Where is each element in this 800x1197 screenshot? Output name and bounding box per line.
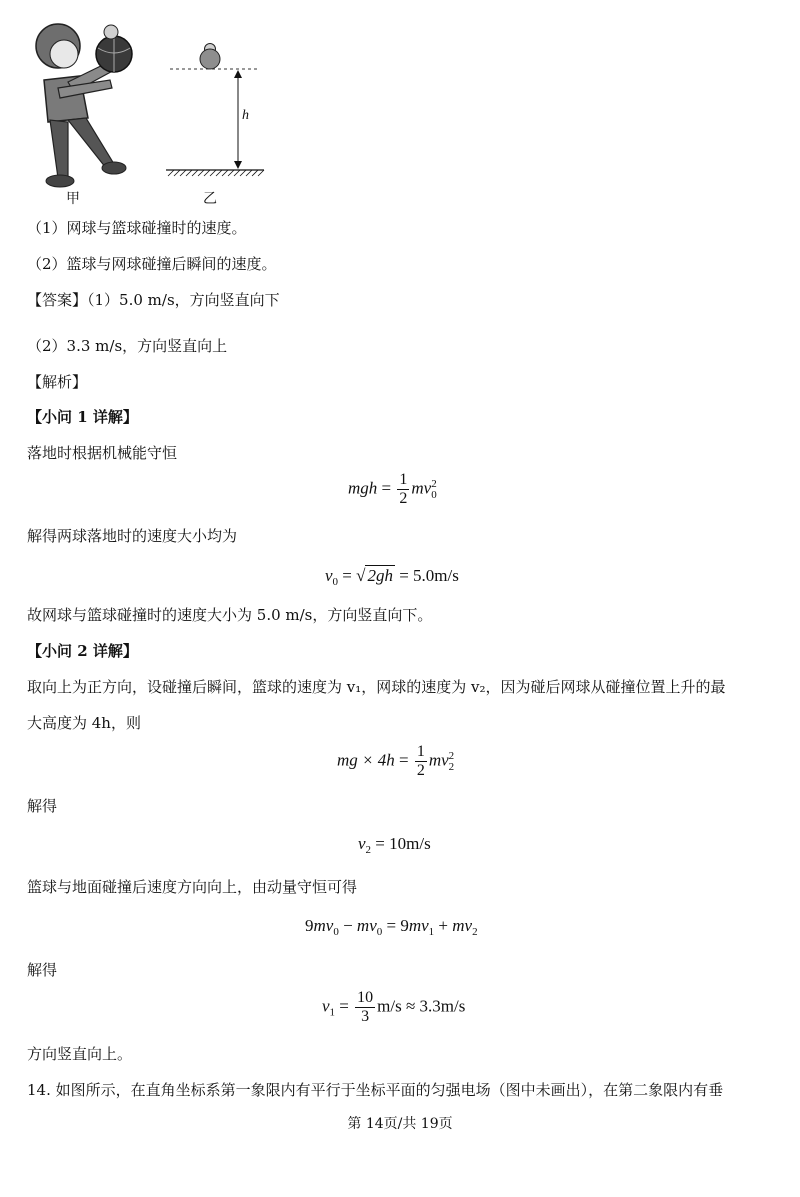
part1-conclusion: 故网球与篮球碰撞时的速度大小为 5.0 m/s，方向竖直向下。: [27, 606, 433, 624]
solve-label-2: 解得: [27, 961, 58, 979]
solve-label-1: 解得: [27, 797, 58, 815]
equation-v1-rhs: m/s ≈ 3.3m/s: [377, 996, 466, 1016]
equation-v0: $v_0$ = √ 2gh = 5.0m/s: [325, 566, 459, 588]
answer-line-1: 【答案】（1）5.0 m/s，方向竖直向下: [27, 291, 280, 309]
question-1: （1）网球与篮球碰撞时的速度。: [27, 219, 247, 237]
equation-energy: mgh = $\frac{1}{2}$ mv 2 0: [348, 471, 437, 507]
part1-intro: 落地时根据机械能守恒: [27, 444, 178, 462]
question-2: （2）篮球与网球碰撞后瞬间的速度。: [27, 255, 277, 273]
equation-rise: mg × 4h = $\frac{1}{2}$ mv 2 2: [337, 743, 455, 779]
equation-v0-rhs: = 5.0m/s: [399, 566, 459, 585]
part1-header: 【小问 1 详解】: [27, 408, 138, 426]
part2-intro-1: 取向上为正方向，设碰撞后瞬间，篮球的速度为 v₁，网球的速度为 v₂，因为碰后网球从碰撞位置上升的最: [27, 678, 726, 696]
page-footer: 第 14页/共 19页: [347, 1116, 453, 1132]
final-direction: 方向竖直向上。: [27, 1045, 133, 1063]
problem-figure: [28, 18, 278, 210]
figure-label-yi: 乙: [203, 191, 217, 207]
schematic-diagram: [166, 44, 264, 177]
equation-v2-rhs: = 10m/s: [375, 834, 431, 853]
analysis-header: 【解析】: [27, 373, 88, 391]
boy-illustration: [36, 24, 132, 187]
height-label: h: [242, 108, 249, 123]
part2-header: 【小问 2 详解】: [27, 642, 138, 660]
equation-v1: $v_1$ = $\frac{10}{3}$ m/s ≈ 3.3m/s: [322, 989, 466, 1025]
equation-v2: $v_2 = 10m/s$: [358, 834, 431, 856]
part1-result-intro: 解得两球落地时的速度大小均为: [27, 527, 238, 545]
equation-momentum: $9mv_0 - mv_0 = 9mv_1 + mv_2$: [305, 916, 478, 938]
equation-energy-lhs: mgh: [348, 478, 378, 498]
next-problem: 14. 如图所示，在直角坐标系第一象限内有平行于坐标平面的匀强电场（图中未画出），在第二象限内有垂: [27, 1081, 724, 1099]
equation-rise-lhs: mg × 4h: [337, 750, 395, 770]
part2-intro-2: 大高度为 4h，则: [27, 714, 141, 732]
figure-label-jia: 甲: [66, 191, 80, 207]
answer-line-2: （2）3.3 m/s，方向竖直向上: [27, 337, 228, 355]
momentum-intro: 篮球与地面碰撞后速度方向向上，由动量守恒可得: [27, 878, 358, 896]
